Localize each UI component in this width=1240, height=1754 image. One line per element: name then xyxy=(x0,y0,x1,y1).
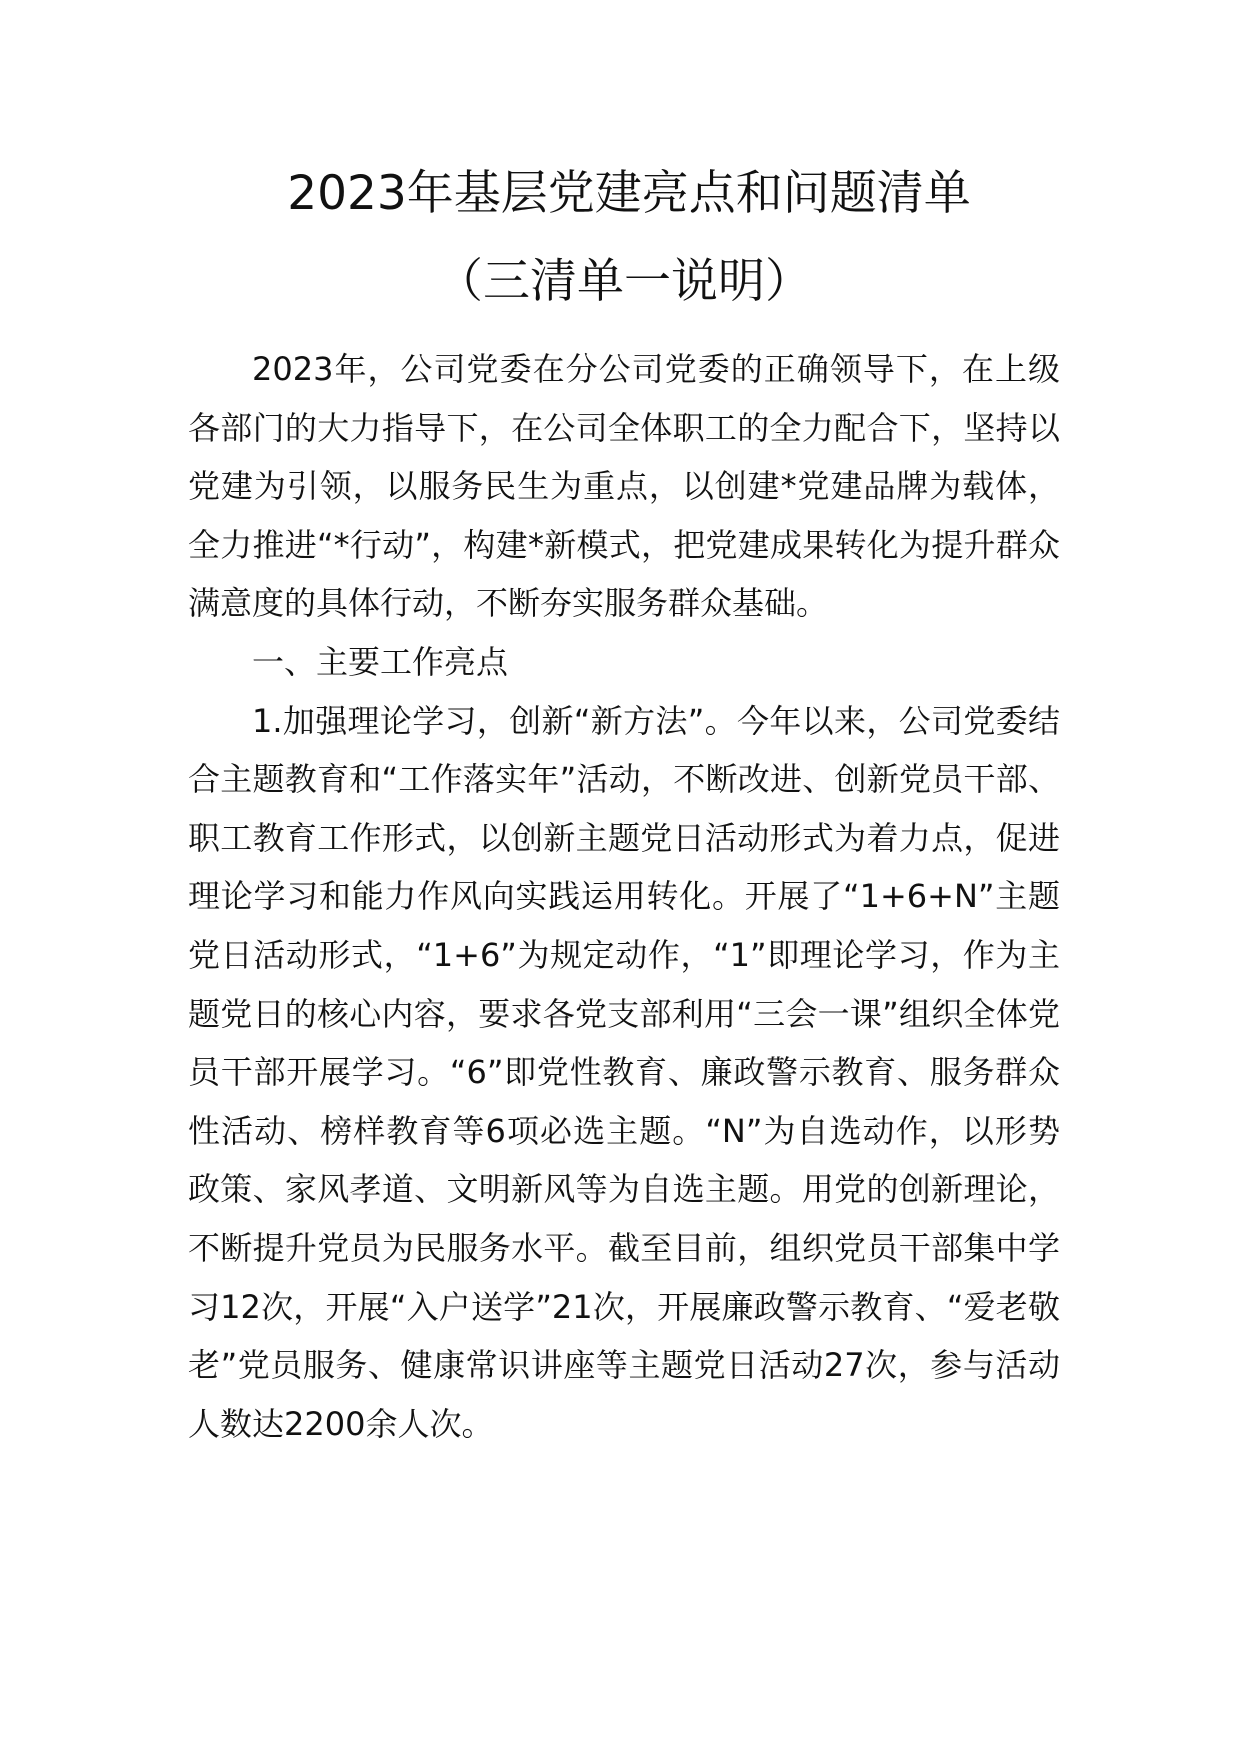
section-heading: 一、主要工作亮点 xyxy=(252,642,509,681)
intro-paragraph: 2023年，公司党委在分公司党委的正确领导下，在上级各部门的大力指导下，在公司全体职工的全力配合下，坚持以党建为引领，以服务民生为重点，以创建*党建品牌为载体，全力推进“*行动”，构建*新模式，把党建成果转化为提升群众满意度的具体行动，不断夯实服务群众基础。 xyxy=(188,350,1060,623)
item-paragraph: 1.加强理论学习，创新“新方法”。今年以来，公司党委结合主题教育和“工作落实年”活动，不断改进、创新党员干部、职工教育工作形式，以创新主题党日活动形式为着力点，促进理论学习和能力作风向实践运用转化。开展了“1+6+N”主题党日活动形式，“1+6”为规定动作，“1”即理论学习，作为主题党日的核心内容，要求各党支部利用“三会一课”组织全体党员干部开展学习。“6”即党性教育、廉政警示教育、服务群众性活动、榜样教育等6项必选主题。“N”为自选动作，以形势政策、家风孝道、文明新风等为自选主题。用党的创新理论，不断提升党员为民服务水平。截至目前，组织党员干部集中学习12次，开展“入户送学”21次，开展廉政警示教育、“爱老敬老”党员服务、健康常识讲座等主题党日活动27次，参与活动人数达2200余人次。 xyxy=(188,701,1060,1443)
document-title: 2023年基层党建亮点和问题清单 xyxy=(287,166,971,221)
document-subtitle: （三清单一说明） xyxy=(436,254,812,309)
document-body xyxy=(188,340,1060,1453)
